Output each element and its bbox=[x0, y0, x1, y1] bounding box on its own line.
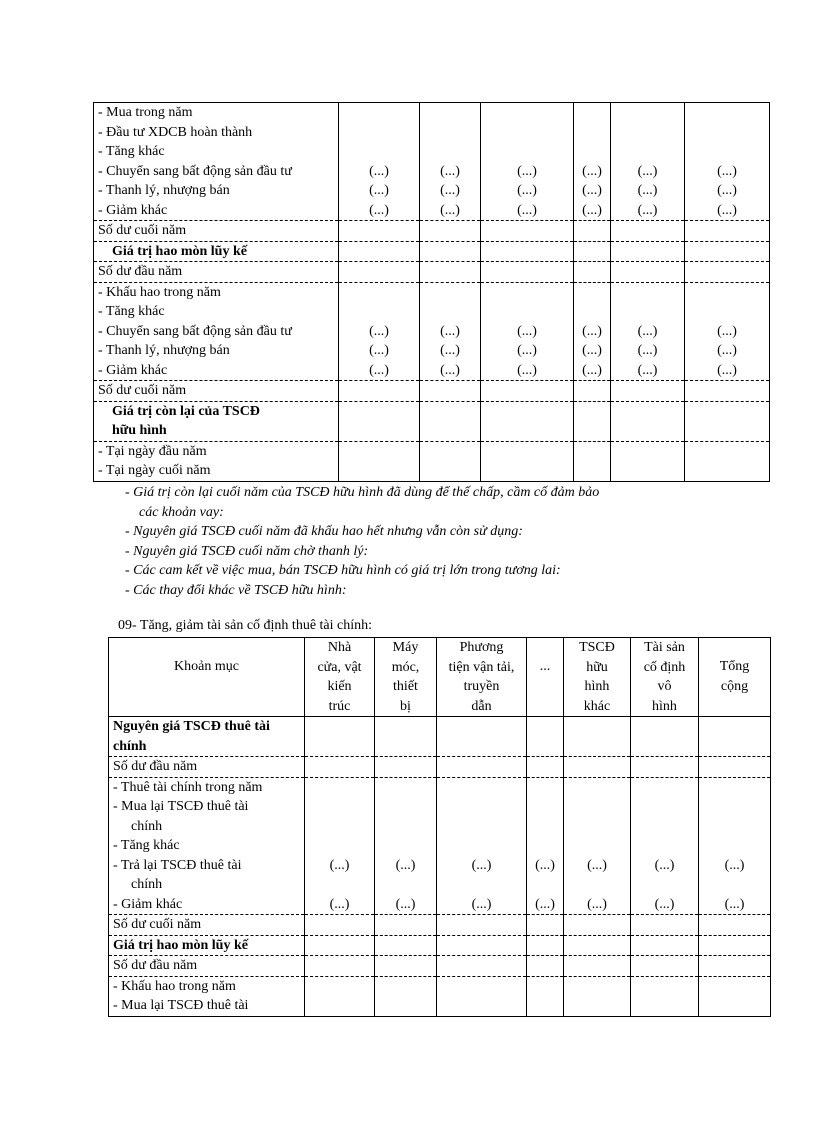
table-row bbox=[94, 282, 770, 381]
table-row bbox=[109, 777, 771, 915]
item-thanh-ly: - Thanh lý, nhượng bán bbox=[98, 183, 230, 198]
value-cell: (...) (...) bbox=[437, 777, 527, 915]
item-tang-khac: - Tăng khác bbox=[98, 144, 165, 159]
value-cell: (...) (...) (...) bbox=[339, 282, 420, 381]
value-cell: (...) (...) bbox=[699, 777, 771, 915]
column-header: Máy móc, thiết bị bbox=[375, 638, 437, 717]
section-title: Nguyên giá TSCĐ thuê tài chính bbox=[109, 717, 305, 757]
row-label: Số dư đầu năm bbox=[94, 262, 339, 283]
note-item: - Giá trị còn lại cuối năm của TSCĐ hữu hình đã dùng để thế chấp, cầm cố đảm bảo bbox=[125, 485, 600, 500]
value-cell: (...) (...) (...) bbox=[685, 103, 770, 221]
section-title: Giá trị còn lại của TSCĐ hữu hình bbox=[94, 401, 339, 441]
row-label: Số dư cuối năm bbox=[94, 381, 339, 402]
table-row bbox=[109, 717, 771, 757]
table-row bbox=[94, 441, 770, 481]
row-label bbox=[94, 103, 339, 221]
row-label: - Khấu hao trong năm - Tăng khác - Chuyển sang bất động sản đầu tư - Thanh lý, nhượng bán - Giảm khác bbox=[94, 282, 339, 381]
row-label: - Thuê tài chính trong năm - Mua lại TSCĐ thuê tài chính - Tăng khác - Trả lại TSCĐ thuê tài chính - Giảm khác bbox=[109, 777, 305, 915]
column-header: TSCĐ hữu hình khác bbox=[564, 638, 631, 717]
row-label: - Tại ngày đầu năm - Tại ngày cuối năm bbox=[94, 441, 339, 481]
note-item: các khoản vay: bbox=[139, 504, 224, 520]
value-cell: (...) (...) (...) bbox=[420, 103, 481, 221]
row-label: Số dư cuối năm bbox=[94, 221, 339, 242]
table-row bbox=[94, 241, 770, 262]
table-row bbox=[94, 381, 770, 402]
value-cell: (...) (...) bbox=[527, 777, 564, 915]
finance-lease-assets-table bbox=[108, 637, 771, 1017]
column-header: Tổng cộng bbox=[699, 638, 771, 717]
header-row bbox=[109, 638, 771, 717]
table-row bbox=[94, 401, 770, 441]
table-row bbox=[109, 935, 771, 956]
note-item: - Các cam kết về việc mua, bán TSCĐ hữu hình có giá trị lớn trong tương lai: bbox=[125, 563, 561, 578]
table-row bbox=[109, 757, 771, 778]
value-cell: (...) (...) bbox=[375, 777, 437, 915]
value-cell: (...) (...) bbox=[631, 777, 699, 915]
item-dau-tu: - Đầu tư XDCB hoàn thành bbox=[98, 124, 253, 140]
row-label: Số dư đầu năm bbox=[109, 956, 305, 977]
column-header: Nhà cửa, vật kiến trúc bbox=[305, 638, 375, 717]
note-item: - Các thay đổi khác về TSCĐ hữu hình: bbox=[125, 582, 347, 598]
row-label: Số dư đầu năm bbox=[109, 757, 305, 778]
value-cell: (...) (...) (...) bbox=[574, 103, 611, 221]
item-giam-khac: - Giảm khác bbox=[98, 202, 168, 218]
section-title: Giá trị hao mòn lũy kế bbox=[109, 935, 305, 956]
table-row bbox=[94, 262, 770, 283]
note-item: - Nguyên giá TSCĐ cuối năm chờ thanh lý: bbox=[125, 543, 369, 559]
value-cell: (...) (...) (...) bbox=[611, 103, 685, 221]
column-header: Tài sản cố định vô hình bbox=[631, 638, 699, 717]
value-cell: (...) (...) (...) bbox=[685, 282, 770, 381]
column-header: Phương tiện vận tải, truyền dẫn bbox=[437, 638, 527, 717]
row-label: Số dư cuối năm bbox=[109, 915, 305, 936]
value-cell: (...) (...) (...) bbox=[574, 282, 611, 381]
value-cell: (...) (...) (...) bbox=[481, 282, 574, 381]
section-heading: 09- Tăng, giảm tài sản cố định thuê tài chính: bbox=[118, 618, 373, 633]
row-label: - Khấu hao trong năm - Mua lại TSCĐ thuê tài bbox=[109, 976, 305, 1016]
note-item: - Nguyên giá TSCĐ cuối năm đã khấu hao hết nhưng vẫn còn sử dụng: bbox=[125, 524, 523, 539]
value-cell: (...) (...) (...) bbox=[339, 103, 420, 221]
value-cell: (...) (...) bbox=[305, 777, 375, 915]
item-mua: - Mua trong năm bbox=[98, 105, 193, 120]
column-header: ... bbox=[527, 638, 564, 717]
value-cell: (...) (...) (...) bbox=[481, 103, 574, 221]
value-cell: (...) (...) (...) bbox=[420, 282, 481, 381]
value-cell: (...) (...) bbox=[564, 777, 631, 915]
section-title: Giá trị hao mòn lũy kế bbox=[94, 241, 339, 262]
table-row bbox=[109, 915, 771, 936]
table-row bbox=[109, 976, 771, 1016]
item-chuyen-sang: - Chuyển sang bất động sản đầu tư bbox=[98, 163, 292, 179]
fixed-assets-table bbox=[93, 102, 770, 482]
table-row bbox=[94, 103, 770, 221]
notes-list bbox=[125, 483, 745, 600]
column-header: Khoản mục bbox=[109, 638, 305, 717]
table-row bbox=[109, 956, 771, 977]
value-cell: (...) (...) (...) bbox=[611, 282, 685, 381]
table-row bbox=[94, 221, 770, 242]
